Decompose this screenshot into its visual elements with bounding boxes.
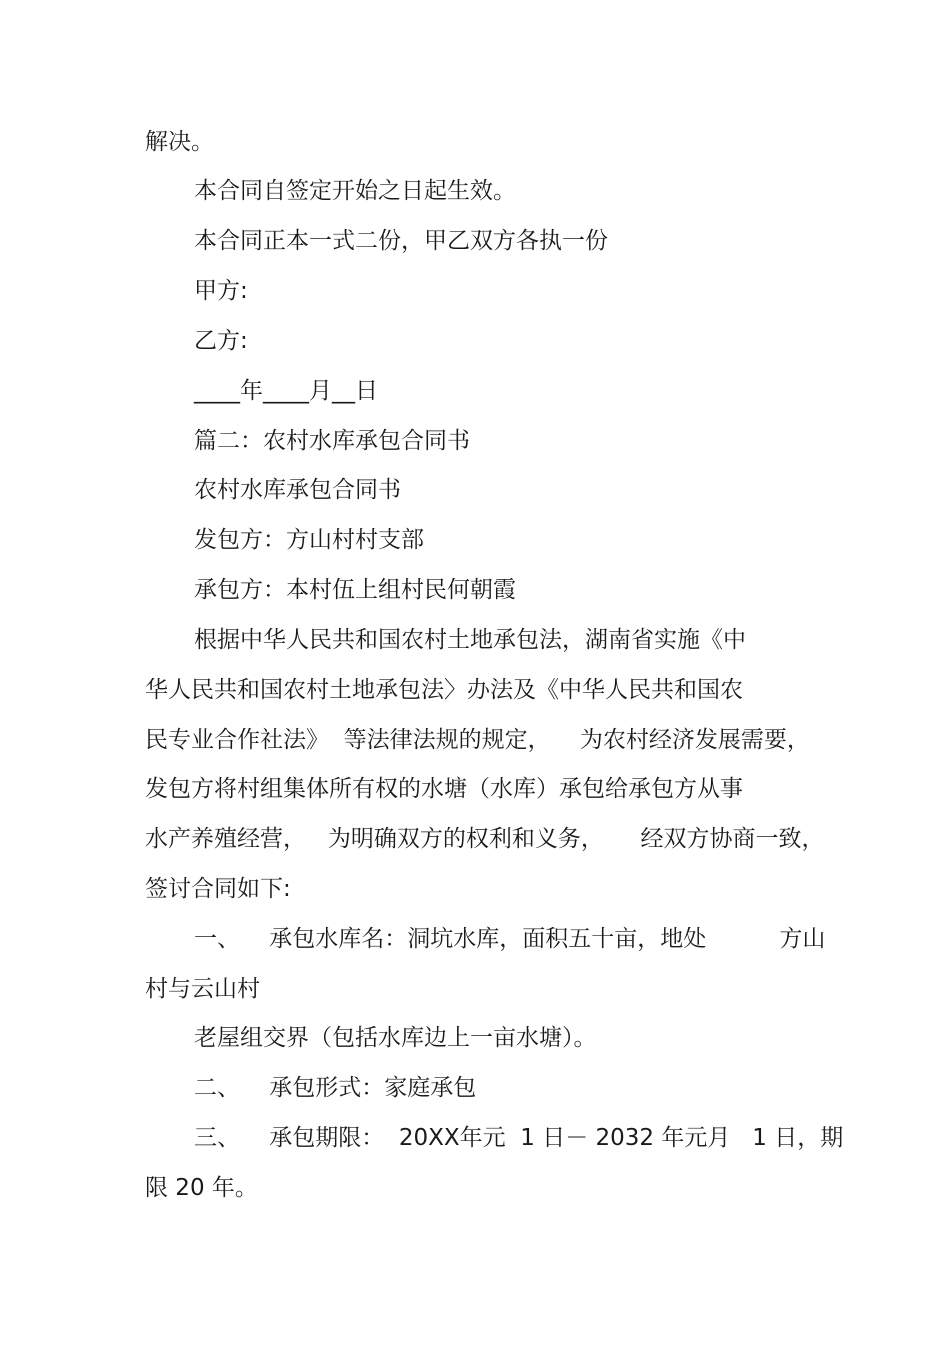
text-line: 民专业合作社法》 等法律法规的规定， 为农村经济发展需要， xyxy=(145,727,810,753)
text-line: 签讨合同如下: xyxy=(145,876,291,902)
text-line: 限 20 年。 xyxy=(145,1175,258,1201)
text-line: 二、 承包形式：家庭承包 xyxy=(194,1075,477,1101)
contract-title: 农村水库承包合同书 xyxy=(194,477,401,503)
text-line: 根据中华人民共和国农村土地承包法，湖南省实施《中 xyxy=(194,627,746,653)
section-heading: 篇二：农村水库承包合同书 xyxy=(194,428,470,454)
text-line: 一、 承包水库名：洞坑水库，面积五十亩，地处 方山 xyxy=(194,926,826,952)
signature-party-b: 乙方: xyxy=(194,328,248,354)
date-line: ____年____月__日 xyxy=(194,378,378,404)
text-line: 水产养殖经营， 为明确双方的权利和义务， 经双方协商一致， xyxy=(145,826,825,852)
text-line: 三、 承包期限： 20XX年元 1 日－ 2032 年元月 1 日，期 xyxy=(194,1125,844,1151)
text-line: 本合同自签定开始之日起生效。 xyxy=(194,178,516,204)
text-line: 村与云山村 xyxy=(145,976,260,1002)
text-line: 本合同正本一式二份，甲乙双方各执一份 xyxy=(194,228,608,254)
text-line: 华人民共和国农村土地承包法〉办法及《中华人民共和国农 xyxy=(145,677,743,703)
signature-party-a: 甲方: xyxy=(194,278,248,304)
text-line: 承包方：本村伍上组村民何朝霞 xyxy=(194,577,516,603)
text-line: 老屋组交界（包括水库边上一亩水塘）。 xyxy=(194,1025,597,1051)
text-line: 发包方将村组集体所有权的水塘（水库）承包给承包方从事 xyxy=(145,776,743,802)
text-line: 解决。 xyxy=(145,129,214,155)
text-line: 发包方：方山村村支部 xyxy=(194,527,424,553)
